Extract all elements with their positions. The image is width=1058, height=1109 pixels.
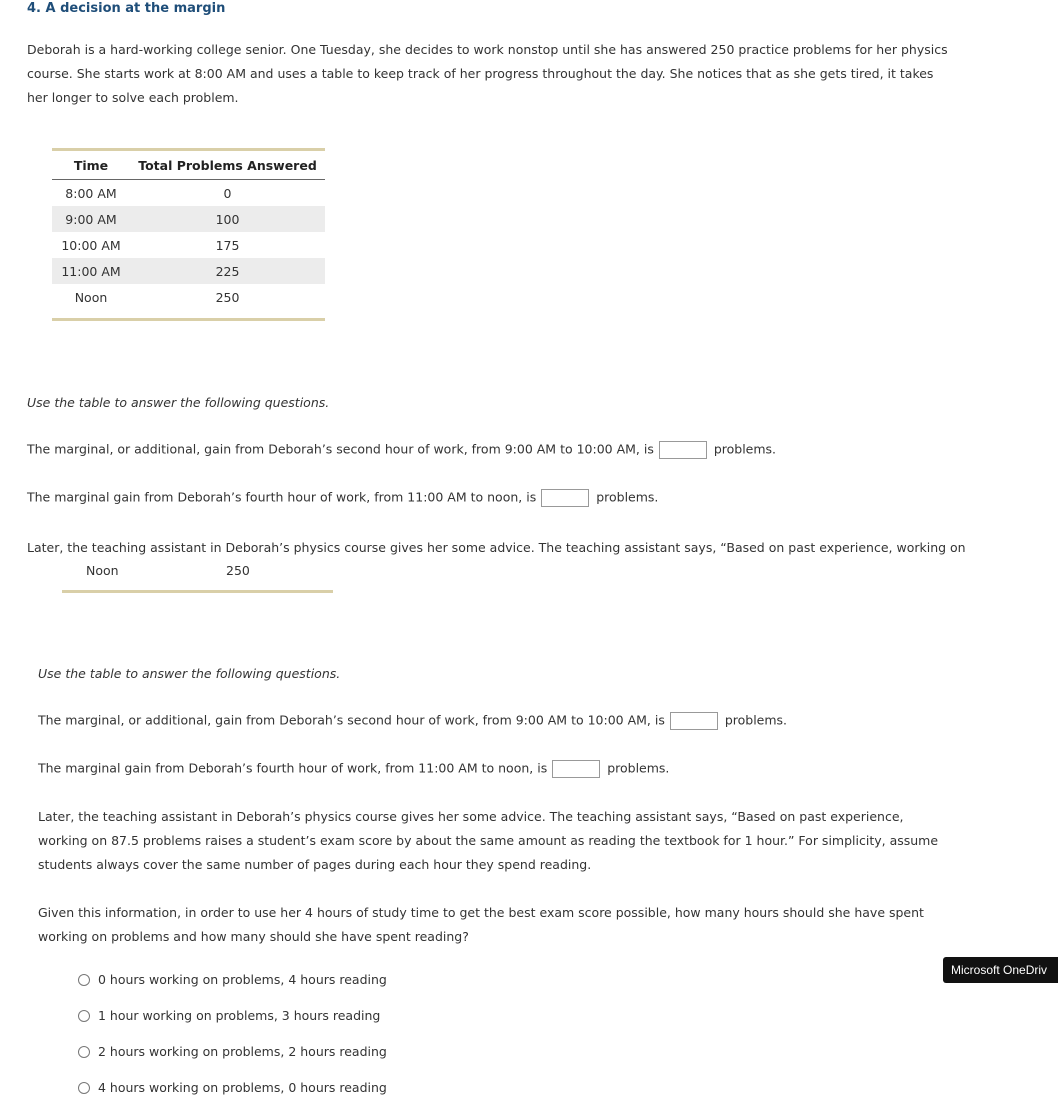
table-row <box>52 284 325 310</box>
cell-time: 11:00 AM <box>61 263 121 279</box>
option-label: 0 hours working on problems, 4 hours reading <box>98 972 387 987</box>
q2-answer-input[interactable] <box>552 760 600 778</box>
question-2 <box>27 489 658 507</box>
intro-paragraph: Deborah is a hard-working college senior. One Tuesday, she decides to work nonstop until she has answered 250 practice problems for her physics course. She starts work at 8:00 AM and uses a table to keep track of her progress throughout the day. She notices that as she gets tired, it takes her longer to solve each problem. <box>27 42 948 105</box>
table-row <box>52 180 325 206</box>
cell-time: 10:00 AM <box>61 237 121 253</box>
ta-advice-partial: Later, the teaching assistant in Deborah’s physics course gives her some advice. The teaching assistant says, “Based on past experience, working on <box>27 540 966 555</box>
cell-time: Noon <box>74 289 108 305</box>
question-title: 4. A decision at the margin <box>27 1 226 16</box>
header-time: Time <box>73 157 109 173</box>
q1-answer-input[interactable] <box>659 441 707 459</box>
cell-total: 225 <box>215 263 240 279</box>
q1-text: The marginal, or additional, gain from Deborah’s second hour of work, from 9:00 AM to 10:00 AM, is <box>27 441 654 457</box>
q2-text: The marginal gain from Deborah’s fourth hour of work, from 11:00 AM to noon, is <box>27 489 537 505</box>
progress-table <box>52 148 325 321</box>
cell-time: 8:00 AM <box>65 185 117 201</box>
cell-time: 9:00 AM <box>65 211 117 227</box>
option-label: 2 hours working on problems, 2 hours reading <box>98 1044 387 1059</box>
table-row <box>52 258 325 284</box>
q1-unit: problems. <box>713 441 777 457</box>
q1-answer-input[interactable] <box>670 712 718 730</box>
option-2-hours-problems[interactable] <box>78 1044 387 1059</box>
q2-text: The marginal gain from Deborah’s fourth hour of work, from 11:00 AM to noon, is <box>38 760 548 776</box>
radio-button[interactable] <box>78 974 90 986</box>
fragment-total: 250 <box>226 563 250 578</box>
q1-text: The marginal, or additional, gain from Deborah’s second hour of work, from 9:00 AM to 10:00 AM, is <box>38 712 665 728</box>
decision-question: Given this information, in order to use her 4 hours of study time to get the best exam score possible, how many hours should she have spent working on problems and how many should she have spent reading? <box>38 905 924 944</box>
question-1 <box>27 441 776 459</box>
ta-advice-full: Later, the teaching assistant in Deborah’s physics course gives her some advice. The teaching assistant says, “Based on past experience, working on 87.5 problems raises a student’s exam score by about the same amount as reading the textbook for 1 hour.” For simplicity, assume students always cover the same number of pages during each hour they spend reading. <box>38 809 939 872</box>
table-bottom-rule <box>52 318 325 321</box>
table-header <box>52 151 325 180</box>
q2-answer-input[interactable] <box>541 489 589 507</box>
cell-total: 250 <box>215 289 240 305</box>
onedrive-tooltip: Microsoft OneDriv <box>943 957 1058 983</box>
table-row <box>52 232 325 258</box>
option-1-hour-problems[interactable] <box>78 1008 380 1023</box>
option-0-hours-problems[interactable] <box>78 972 387 987</box>
header-total: Total Problems Answered <box>138 157 317 173</box>
fragment-rule <box>62 590 333 593</box>
fragment-time: Noon <box>86 563 119 578</box>
cell-total: 175 <box>215 237 240 253</box>
table-row <box>52 206 325 232</box>
q2-unit: problems. <box>596 489 659 505</box>
radio-button[interactable] <box>78 1046 90 1058</box>
cell-total: 100 <box>215 211 240 227</box>
radio-button[interactable] <box>78 1082 90 1094</box>
question-1-repeat <box>38 712 787 730</box>
instruction-text-2: Use the table to answer the following questions. <box>38 666 341 681</box>
q1-unit: problems. <box>724 712 788 728</box>
instruction-text: Use the table to answer the following questions. <box>27 395 330 410</box>
q2-unit: problems. <box>607 760 670 776</box>
question-2-repeat <box>38 760 669 778</box>
option-4-hours-problems[interactable] <box>78 1080 387 1095</box>
option-label: 4 hours working on problems, 0 hours reading <box>98 1080 387 1095</box>
option-label: 1 hour working on problems, 3 hours reading <box>98 1008 381 1023</box>
cell-total: 0 <box>223 185 232 201</box>
radio-button[interactable] <box>78 1010 90 1022</box>
